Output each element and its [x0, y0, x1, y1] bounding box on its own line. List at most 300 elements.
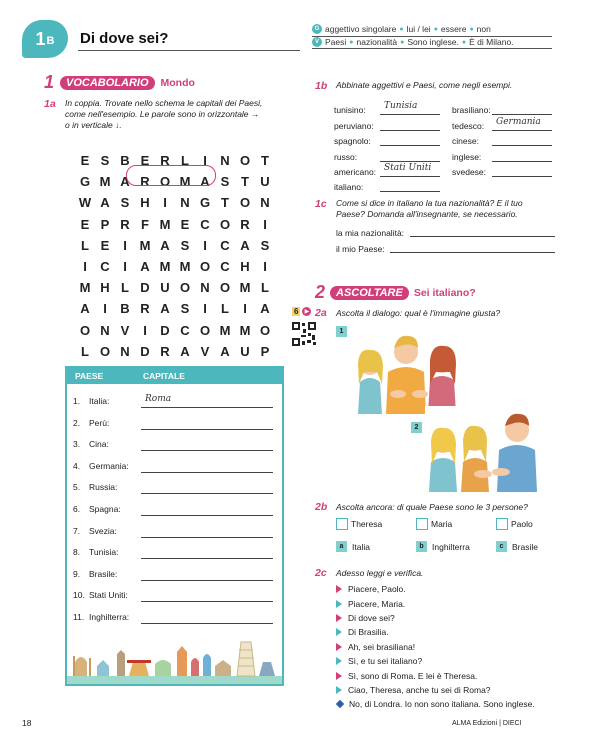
- grid-letter[interactable]: S: [100, 153, 110, 169]
- qr-code-icon[interactable]: [291, 321, 317, 347]
- table-row: [73, 526, 117, 536]
- grid-letter[interactable]: A: [200, 174, 210, 190]
- grid-letter[interactable]: R: [240, 216, 250, 232]
- grid-letter[interactable]: I: [203, 153, 207, 169]
- country-answer-line[interactable]: [492, 134, 552, 146]
- grid-letter[interactable]: L: [221, 301, 229, 317]
- grid-letter[interactable]: O: [179, 280, 191, 296]
- bullet-icon: ●: [433, 25, 438, 33]
- handwritten-answer: Tunisia: [384, 101, 418, 112]
- speaker-triangle-icon: [336, 614, 342, 622]
- grid-letter[interactable]: D: [160, 322, 170, 338]
- option-letter: c: [496, 541, 507, 552]
- dialogue-line: [336, 582, 576, 596]
- country-label: Italia: [352, 541, 370, 552]
- adjective-label: cinese:: [452, 136, 479, 147]
- audio-track[interactable]: [292, 307, 311, 316]
- row-number: 7.: [73, 525, 81, 536]
- adjective-label: brasiliano:: [452, 105, 491, 116]
- capital-answer-line[interactable]: [141, 580, 273, 581]
- adjective-row: [452, 146, 556, 161]
- grid-letter[interactable]: S: [220, 174, 230, 190]
- grid-letter[interactable]: O: [259, 322, 271, 338]
- page-number: 18: [22, 718, 32, 728]
- section-2-header: [315, 282, 476, 303]
- grid-letter[interactable]: N: [260, 195, 270, 211]
- grammar-item: lui / lei: [406, 24, 431, 34]
- capital-answer-line[interactable]: [141, 558, 273, 559]
- grid-letter[interactable]: I: [263, 259, 267, 275]
- grid-letter[interactable]: S: [120, 195, 130, 211]
- country-answer-line[interactable]: [390, 252, 555, 253]
- section-number: 2: [315, 282, 326, 302]
- adjective-label: russo:: [334, 151, 358, 162]
- country-answer-line[interactable]: [492, 165, 552, 177]
- grid-letter[interactable]: O: [239, 153, 251, 169]
- grid-letter[interactable]: A: [140, 259, 150, 275]
- adjective-row: [452, 131, 556, 146]
- grid-letter[interactable]: C: [220, 259, 230, 275]
- grammar-item: essere: [440, 24, 467, 34]
- adjective-row: [334, 146, 444, 161]
- grid-letter[interactable]: T: [261, 153, 269, 169]
- adjective-label: inglese:: [452, 151, 482, 162]
- grid-letter[interactable]: R: [120, 216, 130, 232]
- dialogue-line: [336, 654, 576, 668]
- adjective-row: [334, 162, 444, 177]
- grid-letter[interactable]: I: [123, 259, 127, 275]
- grid-row: [75, 235, 275, 256]
- row-number: 9.: [73, 568, 81, 579]
- grid-letter[interactable]: T: [221, 195, 229, 211]
- grammar-item: aggettivo singolare: [325, 24, 397, 34]
- exercise-number: 2a: [315, 307, 327, 319]
- name-label: Maria: [431, 519, 453, 529]
- country-answer-line[interactable]: [380, 150, 440, 162]
- grid-letter[interactable]: M: [239, 322, 251, 338]
- option-letter: a: [336, 541, 347, 552]
- publisher-brand: ALMA Edizioni | DIECI: [452, 720, 522, 727]
- country-answer-line[interactable]: [492, 116, 552, 131]
- adjective-label: americano:: [334, 166, 377, 177]
- capital-answer-line[interactable]: [141, 623, 273, 624]
- instruction-line: Paese? Domanda all'insegnante, se necessario.: [336, 209, 518, 219]
- grid-row: [75, 256, 275, 277]
- grid-letter[interactable]: I: [83, 259, 87, 275]
- adjective-label: tedesco:: [452, 120, 485, 131]
- table-row: [73, 439, 109, 449]
- country-name: Tunisia:: [89, 547, 119, 558]
- instruction-line: come nell'esempio. Le parole sono in orizzontale →: [65, 109, 260, 119]
- table-row: [73, 612, 129, 622]
- grammar-badge: G: [312, 24, 322, 34]
- grid-letter[interactable]: R: [160, 153, 170, 169]
- unit-badge: [22, 20, 68, 58]
- grid-letter[interactable]: E: [100, 237, 110, 253]
- section-subtitle: Mondo: [160, 76, 195, 89]
- table-row: [73, 418, 109, 428]
- dialogue-text: No, di Londra. Io non sono italiana. Sono inglese.: [349, 699, 535, 710]
- dialogue-line: [336, 625, 576, 639]
- grid-letter[interactable]: O: [199, 259, 211, 275]
- country-option: [336, 541, 370, 552]
- country-label: Brasile: [512, 541, 538, 552]
- vocabulary-item: Paesi: [325, 37, 347, 47]
- answer-checkbox[interactable]: [416, 518, 428, 530]
- country-name: Spagna:: [89, 504, 121, 514]
- adjective-row: [452, 162, 556, 177]
- grid-row: [75, 320, 275, 341]
- option-letter: b: [416, 541, 427, 552]
- grid-letter[interactable]: M: [239, 280, 251, 296]
- grid-letter[interactable]: A: [240, 237, 250, 253]
- grid-letter[interactable]: M: [219, 322, 231, 338]
- instruction-line: Come si dice in italiano la tua nazionalità? E il tuo: [336, 198, 523, 208]
- exercise-number: 1c: [315, 198, 327, 210]
- speaker-triangle-icon: [336, 657, 342, 665]
- grid-letter[interactable]: A: [260, 301, 270, 317]
- grid-letter[interactable]: O: [159, 174, 171, 190]
- adjective-label: spagnolo:: [334, 136, 371, 147]
- instruction-line: In coppia. Trovate nello schema le capitali dei Paesi,: [65, 98, 263, 108]
- dialogue-text: Piacere, Maria.: [348, 598, 406, 609]
- grid-letter[interactable]: O: [219, 280, 231, 296]
- grid-letter[interactable]: E: [180, 216, 190, 232]
- grid-letter[interactable]: V: [120, 322, 130, 338]
- grid-letter[interactable]: I: [203, 301, 207, 317]
- country-name: Perù:: [89, 417, 110, 428]
- grammar-item: non: [476, 24, 491, 34]
- grid-letter[interactable]: O: [199, 322, 211, 338]
- table-row: [73, 590, 128, 600]
- row-number: 10.: [73, 590, 85, 601]
- audio-play-icon[interactable]: ▶: [302, 307, 311, 316]
- grid-letter[interactable]: U: [160, 280, 170, 296]
- nationality-label: la mia nazionalità:: [336, 228, 405, 238]
- bullet-icon: ●: [400, 38, 405, 46]
- grid-letter[interactable]: C: [200, 216, 210, 232]
- exercise-instructions: [336, 198, 523, 220]
- grid-letter[interactable]: A: [160, 301, 170, 317]
- dialogue-transcript: [336, 582, 576, 712]
- dialogue-line: [336, 596, 576, 610]
- vocabulary-divider: [312, 48, 552, 49]
- vocabulary-item: nazionalità: [356, 37, 398, 47]
- image-number: 1: [336, 326, 347, 337]
- name-label: Paolo: [511, 519, 533, 529]
- country-answer-line[interactable]: [380, 162, 440, 177]
- grid-letter[interactable]: L: [181, 153, 189, 169]
- section-1-header: [44, 72, 195, 93]
- grid-letter[interactable]: A: [80, 301, 90, 317]
- row-number: 11.: [73, 612, 85, 622]
- grid-letter[interactable]: E: [80, 153, 90, 169]
- country-option: [416, 541, 470, 552]
- grid-letter[interactable]: V: [200, 343, 210, 359]
- grid-letter[interactable]: M: [139, 237, 151, 253]
- grid-letter[interactable]: N: [200, 280, 210, 296]
- grid-letter[interactable]: G: [199, 195, 211, 211]
- adjective-row: [452, 100, 556, 115]
- vocabulary-item: Sono inglese.: [407, 37, 459, 47]
- grid-letter[interactable]: M: [159, 259, 171, 275]
- adjective-label: svedese:: [452, 166, 487, 177]
- country-option: [496, 541, 538, 552]
- adjective-row: [334, 177, 444, 192]
- grid-row: [75, 214, 275, 235]
- grid-letter[interactable]: I: [163, 195, 167, 211]
- grid-letter[interactable]: P: [100, 216, 110, 232]
- grid-letter[interactable]: O: [79, 322, 91, 338]
- grid-letter[interactable]: A: [120, 174, 130, 190]
- country-name: Cina:: [89, 439, 109, 450]
- name-label: Theresa: [351, 519, 383, 529]
- table-row: [73, 482, 117, 492]
- speaker-diamond-icon: [336, 700, 344, 708]
- answer-checkbox[interactable]: [336, 518, 348, 530]
- dialogue-text: Piacere, Paolo.: [348, 584, 406, 595]
- speaker-triangle-icon: [336, 643, 342, 651]
- grid-letter[interactable]: A: [100, 195, 110, 211]
- grid-letter[interactable]: R: [160, 343, 170, 359]
- speaker-triangle-icon: [336, 672, 342, 680]
- dialogue-text: Ah, sei brasiliana!: [348, 641, 416, 652]
- grid-letter[interactable]: L: [261, 280, 269, 296]
- country-label: il mio Paese:: [336, 244, 385, 254]
- grid-letter[interactable]: H: [240, 259, 250, 275]
- grid-letter[interactable]: O: [99, 343, 111, 359]
- handwritten-answer: Roma: [145, 394, 172, 404]
- grid-letter[interactable]: W: [78, 195, 92, 211]
- grid-letter[interactable]: D: [140, 343, 150, 359]
- dialogue-line: [336, 611, 576, 625]
- grid-letter[interactable]: T: [241, 174, 249, 190]
- dialogue-line: [336, 683, 576, 697]
- capital-answer-line[interactable]: [141, 472, 273, 473]
- grid-letter[interactable]: M: [99, 174, 111, 190]
- grid-letter[interactable]: E: [80, 216, 90, 232]
- exercise-instructions: Abbinate aggettivi e Paesi, come negli esempi.: [336, 80, 513, 90]
- grid-letter[interactable]: M: [159, 216, 171, 232]
- table-header: [67, 368, 282, 384]
- bullet-icon: ●: [399, 25, 404, 33]
- capital-answer-line[interactable]: [141, 515, 273, 516]
- grid-letter[interactable]: L: [121, 280, 129, 296]
- section-pill: ASCOLTARE: [330, 286, 409, 300]
- nationality-answer-line[interactable]: [410, 236, 555, 237]
- capital-answer-line[interactable]: [141, 429, 273, 430]
- track-number: 6: [294, 307, 299, 316]
- vocabulary-summary: [312, 37, 514, 47]
- table-row: [73, 569, 117, 579]
- grid-letter[interactable]: N: [180, 195, 190, 211]
- capital-answer-line[interactable]: [141, 450, 273, 451]
- dialogue-text: Di dove sei?: [348, 612, 395, 623]
- dialogue-text: Di Brasilia.: [348, 627, 389, 638]
- grid-letter[interactable]: L: [81, 237, 89, 253]
- adjective-row: [334, 115, 444, 130]
- row-number: 5.: [73, 482, 81, 493]
- grid-letter[interactable]: H: [140, 195, 150, 211]
- grid-letter[interactable]: R: [140, 174, 150, 190]
- country-name: Stati Uniti:: [89, 590, 128, 601]
- exercise-instructions: Ascolta ancora: di quale Paese sono le 3 persone?: [336, 502, 528, 512]
- table-row: [73, 547, 118, 557]
- grid-letter[interactable]: A: [220, 343, 230, 359]
- vocabulary-badge: V: [312, 37, 322, 47]
- country-label: Inghilterra: [432, 541, 470, 552]
- capital-answer-line[interactable]: [141, 493, 273, 494]
- exercise-instructions: Adesso leggi e verifica.: [336, 568, 424, 578]
- grid-letter[interactable]: I: [243, 301, 247, 317]
- grid-letter[interactable]: I: [203, 237, 207, 253]
- table-row: [73, 396, 109, 406]
- country-answer-line[interactable]: [380, 180, 440, 192]
- exercise-number: 1b: [315, 80, 328, 92]
- grid-letter[interactable]: G: [79, 174, 91, 190]
- dialogue-image-2[interactable]: [425, 406, 551, 492]
- grid-row: [75, 341, 275, 362]
- grid-letter[interactable]: N: [120, 343, 130, 359]
- exercise-number: 2b: [315, 501, 328, 513]
- section-subtitle: Sei italiano?: [413, 286, 476, 299]
- grid-letter[interactable]: B: [120, 153, 130, 169]
- country-name: Germania:: [89, 460, 129, 471]
- adjective-row: [452, 115, 556, 130]
- exercise-instructions: [65, 98, 295, 131]
- grid-letter[interactable]: M: [179, 259, 191, 275]
- country-answer-line[interactable]: [492, 103, 552, 115]
- answer-checkbox[interactable]: [496, 518, 508, 530]
- row-number: 3.: [73, 439, 81, 450]
- instruction-line: o in verticale ↓.: [65, 120, 122, 130]
- grid-letter[interactable]: S: [180, 237, 190, 253]
- capital-answer-line[interactable]: [141, 407, 273, 408]
- adjective-row: [334, 131, 444, 146]
- grid-row: [75, 277, 275, 298]
- grid-row: [75, 298, 275, 319]
- section-pill: VOCABOLARIO: [60, 76, 155, 90]
- grid-letter[interactable]: H: [100, 280, 110, 296]
- bullet-icon: ●: [349, 38, 354, 46]
- grid-letter[interactable]: O: [239, 195, 251, 211]
- bullet-icon: ●: [461, 38, 467, 46]
- grid-letter[interactable]: C: [100, 259, 110, 275]
- dialogue-image-1[interactable]: [350, 322, 465, 414]
- grid-letter[interactable]: R: [140, 301, 150, 317]
- example-answer-ring: [126, 165, 216, 186]
- speaker-triangle-icon: [336, 585, 342, 593]
- name-option[interactable]: [416, 518, 452, 530]
- grid-letter[interactable]: M: [79, 280, 91, 296]
- grid-letter[interactable]: L: [81, 343, 89, 359]
- row-number: 2.: [73, 417, 81, 428]
- grammar-summary: [312, 24, 491, 34]
- capital-answer-line[interactable]: [141, 537, 273, 538]
- row-number: 4.: [73, 460, 81, 471]
- grid-row: [75, 192, 275, 213]
- row-number: 6.: [73, 504, 81, 514]
- grid-letter[interactable]: N: [220, 153, 230, 169]
- speaker-triangle-icon: [336, 686, 342, 694]
- grid-letter[interactable]: S: [180, 301, 190, 317]
- grid-letter[interactable]: S: [260, 237, 270, 253]
- adjectives-right-column: [452, 100, 556, 177]
- exercise-instructions: Ascolta il dialogo: qual è l'immagine giusta?: [336, 308, 501, 318]
- section-number: 1: [44, 72, 55, 92]
- grid-letter[interactable]: C: [220, 237, 230, 253]
- adjective-row: [334, 100, 444, 115]
- dialogue-text: Sì, sono di Roma. E lei è Theresa.: [348, 670, 478, 681]
- table-row: [73, 504, 121, 514]
- exercise-number: 2c: [315, 567, 327, 579]
- col-header-capitale: CAPITALE: [143, 371, 185, 381]
- dialogue-text: Ciao, Theresa, anche tu sei di Roma?: [348, 684, 491, 695]
- table-row: [73, 461, 129, 471]
- name-option[interactable]: [496, 518, 533, 530]
- grid-letter[interactable]: N: [100, 322, 110, 338]
- dialogue-line: [336, 697, 576, 711]
- name-option[interactable]: [336, 518, 382, 530]
- country-name: Brasile:: [89, 568, 118, 579]
- col-header-paese: PAESE: [75, 371, 104, 381]
- adjective-label: tunisino:: [334, 105, 366, 116]
- grid-letter[interactable]: E: [140, 153, 150, 169]
- capital-answer-line[interactable]: [141, 601, 273, 602]
- adjective-label: peruviano:: [334, 120, 374, 131]
- country-answer-line[interactable]: [380, 134, 440, 146]
- country-name: Inghilterra:: [89, 612, 130, 622]
- grid-letter[interactable]: U: [260, 174, 270, 190]
- country-answer-line[interactable]: [492, 150, 552, 162]
- speaker-triangle-icon: [336, 600, 342, 608]
- adjectives-left-column: [334, 100, 444, 192]
- grid-letter[interactable]: C: [180, 322, 190, 338]
- dialogue-line: [336, 668, 576, 682]
- exercise-number: 1a: [44, 98, 56, 110]
- grid-letter[interactable]: B: [120, 301, 130, 317]
- grid-letter[interactable]: M: [179, 174, 191, 190]
- adjective-label: italiano:: [334, 182, 364, 193]
- grid-letter[interactable]: P: [260, 343, 270, 359]
- speaker-triangle-icon: [336, 628, 342, 636]
- grid-letter[interactable]: O: [219, 216, 231, 232]
- grid-letter[interactable]: D: [140, 280, 150, 296]
- handwritten-answer: Stati Uniti: [384, 162, 432, 173]
- country-name: Russia:: [89, 482, 118, 493]
- row-number: 1.: [73, 396, 81, 406]
- country-answer-line[interactable]: [380, 103, 440, 115]
- bullet-icon: ●: [469, 25, 474, 33]
- grid-letter[interactable]: F: [141, 216, 149, 232]
- grid-letter[interactable]: U: [240, 343, 250, 359]
- grid-letter[interactable]: I: [143, 322, 147, 338]
- world-landmarks-illustration: [67, 632, 282, 684]
- unit-letter: B: [46, 35, 55, 47]
- image-number: 2: [411, 422, 422, 433]
- country-name: Svezia:: [89, 525, 117, 536]
- unit-title: Di dove sei?: [80, 30, 169, 47]
- country-answer-line[interactable]: [380, 119, 440, 131]
- country-name: Italia:: [89, 396, 110, 406]
- grid-letter[interactable]: A: [180, 343, 190, 359]
- row-number: 8.: [73, 547, 81, 558]
- grid-letter[interactable]: I: [123, 237, 127, 253]
- grid-letter[interactable]: A: [160, 237, 170, 253]
- dialogue-line: [336, 640, 576, 654]
- grid-letter[interactable]: I: [103, 301, 107, 317]
- grid-letter[interactable]: I: [263, 216, 267, 232]
